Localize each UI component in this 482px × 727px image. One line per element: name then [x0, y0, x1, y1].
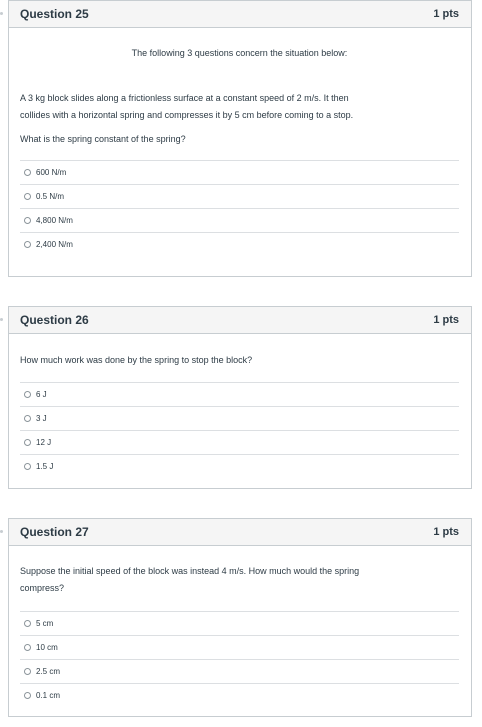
answer-option[interactable] — [20, 659, 459, 683]
question-points: 1 pts — [433, 8, 459, 20]
answer-label: 6 J — [36, 390, 47, 399]
question-intro: The following 3 questions concern the situation below: — [131, 48, 348, 58]
scenario-line: collides with a horizontal spring and compresses it by 5 cm before coming to a stop. — [20, 110, 354, 120]
question-title: Question 25 — [20, 7, 89, 21]
edge-marker — [0, 318, 3, 321]
scenario-line: A 3 kg block slides along a frictionless surface at a constant speed of 2 m/s. It then — [20, 93, 349, 103]
answer-label: 0.1 cm — [36, 691, 61, 700]
answer-option[interactable] — [20, 430, 459, 454]
radio-button[interactable] — [24, 620, 31, 627]
answer-list — [20, 611, 459, 707]
radio-button[interactable] — [24, 463, 31, 470]
question-body — [9, 546, 471, 707]
question-body — [9, 334, 471, 478]
answer-option[interactable] — [20, 382, 459, 406]
question-prompt: Suppose the initial speed of the block was instead 4 m/s. How much would the spring — [20, 566, 360, 576]
answer-option[interactable] — [20, 208, 459, 232]
answer-label: 2.5 cm — [36, 667, 61, 676]
question-points: 1 pts — [433, 314, 459, 326]
radio-button[interactable] — [24, 692, 31, 699]
radio-button[interactable] — [24, 668, 31, 675]
answer-option[interactable] — [20, 160, 459, 184]
edge-marker — [0, 530, 3, 533]
question-prompt: What is the spring constant of the spring? — [20, 134, 186, 144]
question-points: 1 pts — [433, 526, 459, 538]
answer-option[interactable] — [20, 683, 459, 707]
question-body — [9, 28, 471, 256]
answer-option[interactable] — [20, 454, 459, 478]
answer-list — [20, 382, 459, 478]
radio-button[interactable] — [24, 391, 31, 398]
radio-button[interactable] — [24, 644, 31, 651]
answer-label: 2,400 N/m — [36, 240, 73, 249]
question-26 — [8, 306, 472, 489]
question-prompt: How much work was done by the spring to stop the block? — [20, 355, 253, 365]
radio-button[interactable] — [24, 217, 31, 224]
edge-marker — [0, 12, 3, 15]
question-prompt: compress? — [20, 583, 65, 593]
radio-button[interactable] — [24, 169, 31, 176]
answer-option[interactable] — [20, 184, 459, 208]
answer-option[interactable] — [20, 232, 459, 256]
answer-label: 12 J — [36, 438, 52, 447]
radio-button[interactable] — [24, 241, 31, 248]
answer-list — [20, 160, 459, 256]
answer-label: 0.5 N/m — [36, 192, 65, 201]
answer-label: 3 J — [36, 414, 47, 423]
question-27 — [8, 518, 472, 717]
answer-label: 600 N/m — [36, 168, 67, 177]
question-title: Question 27 — [20, 525, 89, 539]
question-title: Question 26 — [20, 313, 89, 327]
question-header — [9, 1, 471, 28]
radio-button[interactable] — [24, 439, 31, 446]
answer-label: 5 cm — [36, 619, 54, 628]
answer-label: 1.5 J — [36, 462, 54, 471]
answer-option[interactable] — [20, 611, 459, 635]
answer-label: 4,800 N/m — [36, 216, 73, 225]
question-25 — [8, 0, 472, 277]
answer-option[interactable] — [20, 406, 459, 430]
question-header — [9, 307, 471, 334]
answer-option[interactable] — [20, 635, 459, 659]
answer-label: 10 cm — [36, 643, 58, 652]
radio-button[interactable] — [24, 193, 31, 200]
radio-button[interactable] — [24, 415, 31, 422]
question-header — [9, 519, 471, 546]
